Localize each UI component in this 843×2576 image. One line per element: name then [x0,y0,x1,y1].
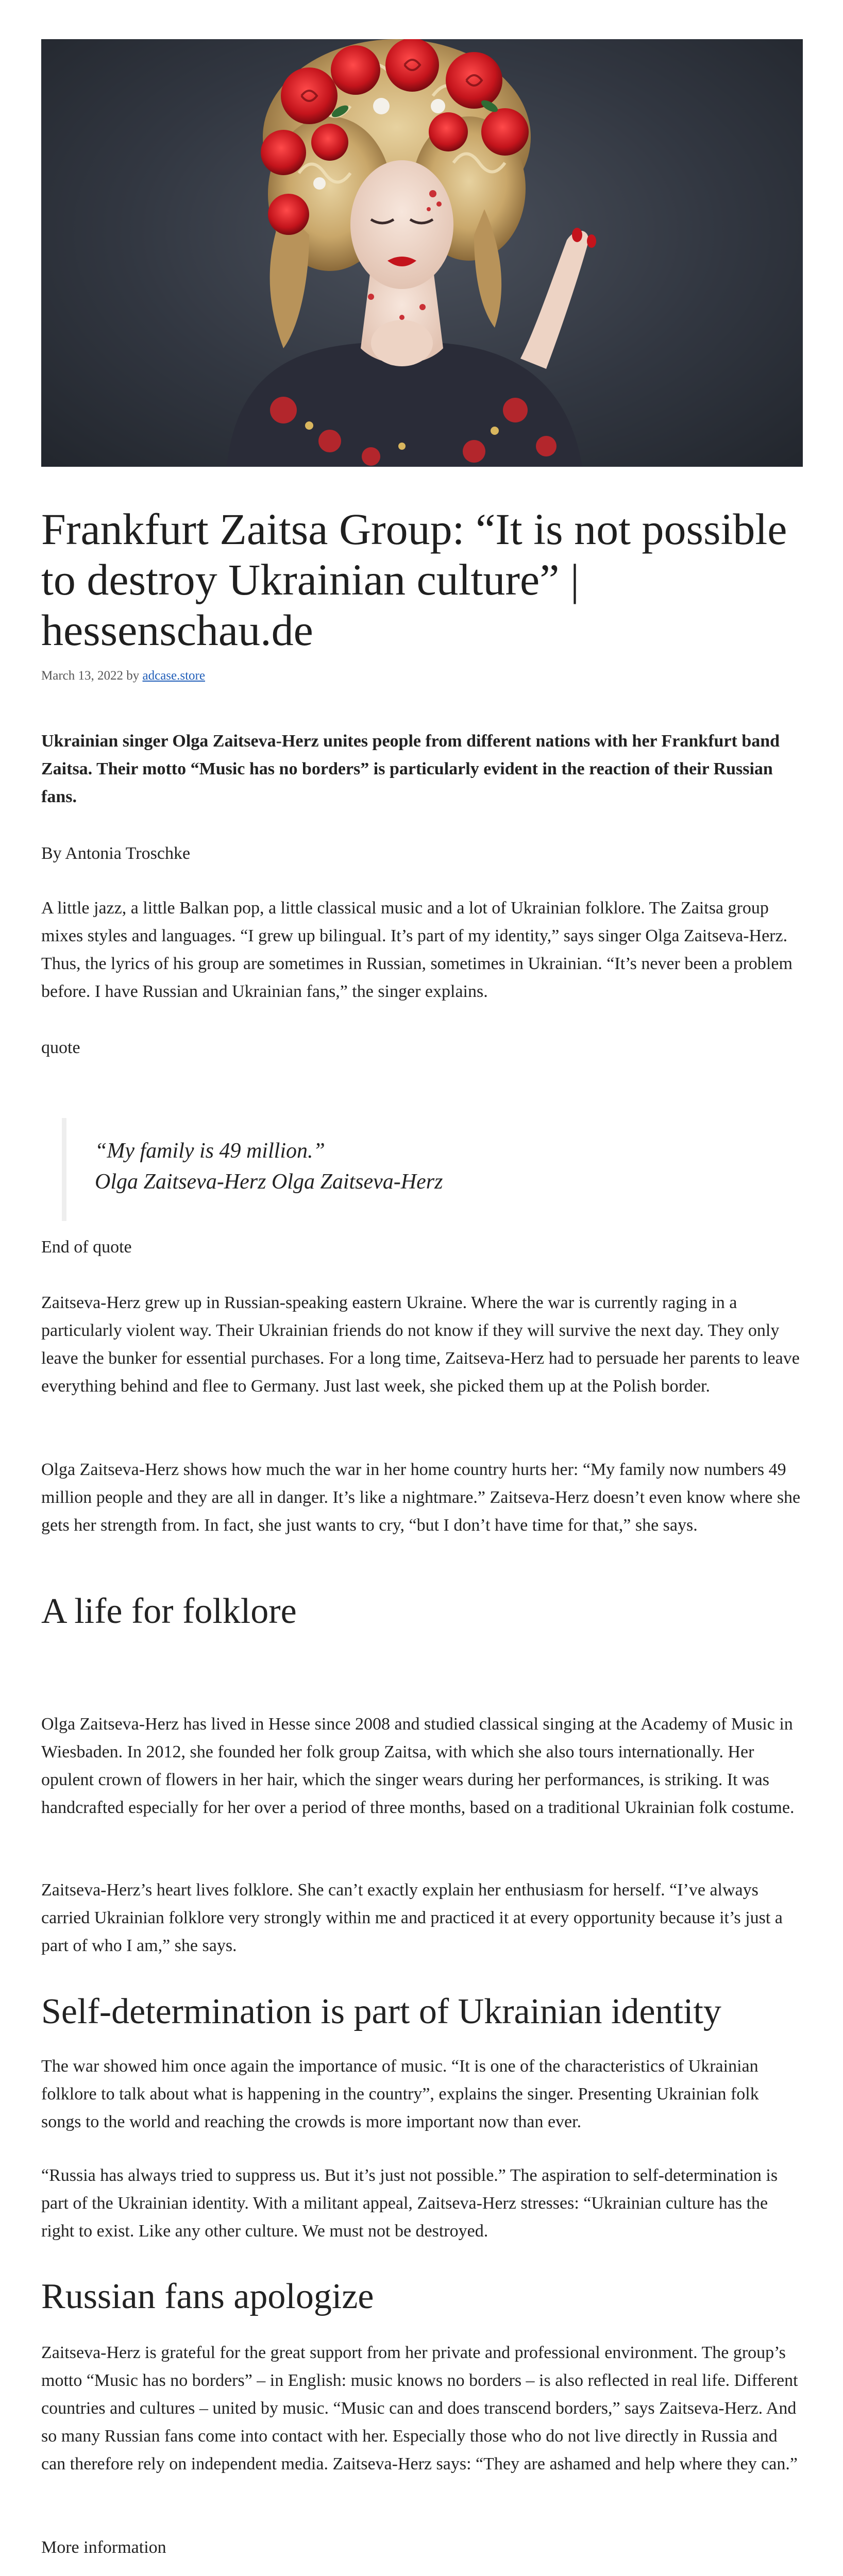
author-link[interactable]: adcase.store [142,669,205,683]
pull-quote [62,1118,819,1221]
heading-self-determination: Self-determination is part of Ukrainian identity [41,1992,721,2031]
paragraph-5: Zaitseva-Herz’s heart lives folklore. She can’t exactly explain her enthusiasm for herself. “I’ve always carried Ukrainian folklore very strongly within me and practiced it at every opportunity because it’s just a part of who I am,” she says. [41,1880,783,1955]
woman-flower-crown-illustration [41,39,803,467]
paragraph-4: Olga Zaitseva-Herz has lived in Hesse since 2008 and studied classical singing at the Academy of Music in Wiesbaden. In 2012, she founded her folk group Zaitsa, with which she also tours internationally. Her opulent crown of flowers in her hair, which the singer wears during her performances, is striking. It was handcrafted especially for her over a period of three months, based on a traditional Ukrainian folk costume. [41,1715,795,1817]
article-meta [41,669,205,683]
paragraph-7: “Russia has always tried to suppress us. But it’s just not possible.” The aspiration to self-determination is part of the Ukrainian identity. With a militant appeal, Zaitseva-Herz stresses: “Ukrainian culture has the right to exist. Like any other culture. We must not be destroyed. [41,2166,778,2241]
article-date: March 13, 2022 [41,669,123,683]
heading-a-life-for-folklore: A life for folklore [41,1591,297,1631]
quote-end: End of quote [41,1238,132,1257]
paragraph-6: The war showed him once again the importance of music. “It is one of the characteristics of Ukrainian folklore to talk about what is happening in the country”, explains the singer. Presenting Ukrainian folk songs to the world and reaching the crowds is more important now than ever. [41,2057,759,2131]
article-title: Frankfurt Zaitsa Group: “It is not possible to destroy Ukrainian culture” | hessenschau.de [41,504,787,655]
heading-russian-fans: Russian fans apologize [41,2277,374,2316]
paragraph-8: Zaitseva-Herz is grateful for the great support from her private and professional environment. The group’s motto “Music has no borders” – in English: music knows no borders – is also reflected in real life. Different countries and cultures – united by music. “Music can and does transcend borders,” says Zaitseva-Herz. And so many Russian fans come into contact with her. Especially those who do not live directly in Russia and can therefore rely on independent media. Zaitseva-Herz says: “They are ashamed and help where they can.” [41,2343,798,2473]
paragraph-2: Zaitseva-Herz grew up in Russian-speaking eastern Ukraine. Where the war is currently raging in a particularly violent way. Their Ukrainian friends do not know if they will survive the next day. They only leave the bunker for essential purchases. For a long time, Zaitseva-Herz had to persuade her parents to leave everything behind and flee to Germany. Just last week, she picked them up at the Polish border. [41,1293,800,1396]
quote-author: Olga Zaitseva-Herz Olga Zaitseva-Herz [95,1170,443,1194]
paragraph-3: Olga Zaitseva-Herz shows how much the war in her home country hurts her: “My family now numbers 49 million people and they are all in danger. It’s like a nightmare.” Zaitseva-Herz doesn’t even know where she gets her strength from. In fact, she just wants to cry, “but I don’t have time for that,” she says. [41,1460,801,1535]
article-lead: Ukrainian singer Olga Zaitseva-Herz unites people from different nations with her Frankfurt band Zaitsa. Their motto “Music has no borders” is particularly evident in the reaction of their Russian fans. [41,732,780,806]
quote-text: “My family is 49 million.” [95,1139,325,1163]
more-information-1: More information [41,2538,166,2557]
hero-image [41,39,803,467]
quote-label: quote [41,1038,80,1057]
byline: By Antonia Troschke [41,844,191,863]
paragraph-1: A little jazz, a little Balkan pop, a little classical music and a lot of Ukrainian folklore. The Zaitsa group mixes styles and languages. “I grew up bilingual. It’s part of my identity,” says singer Olga Zaitseva-Herz. Thus, the lyrics of his group are sometimes in Russian, sometimes in Ukrainian. “It’s never been a problem before. I have Russian and Ukrainian fans,” the singer explains. [41,899,793,1001]
by-label: by [126,669,140,683]
